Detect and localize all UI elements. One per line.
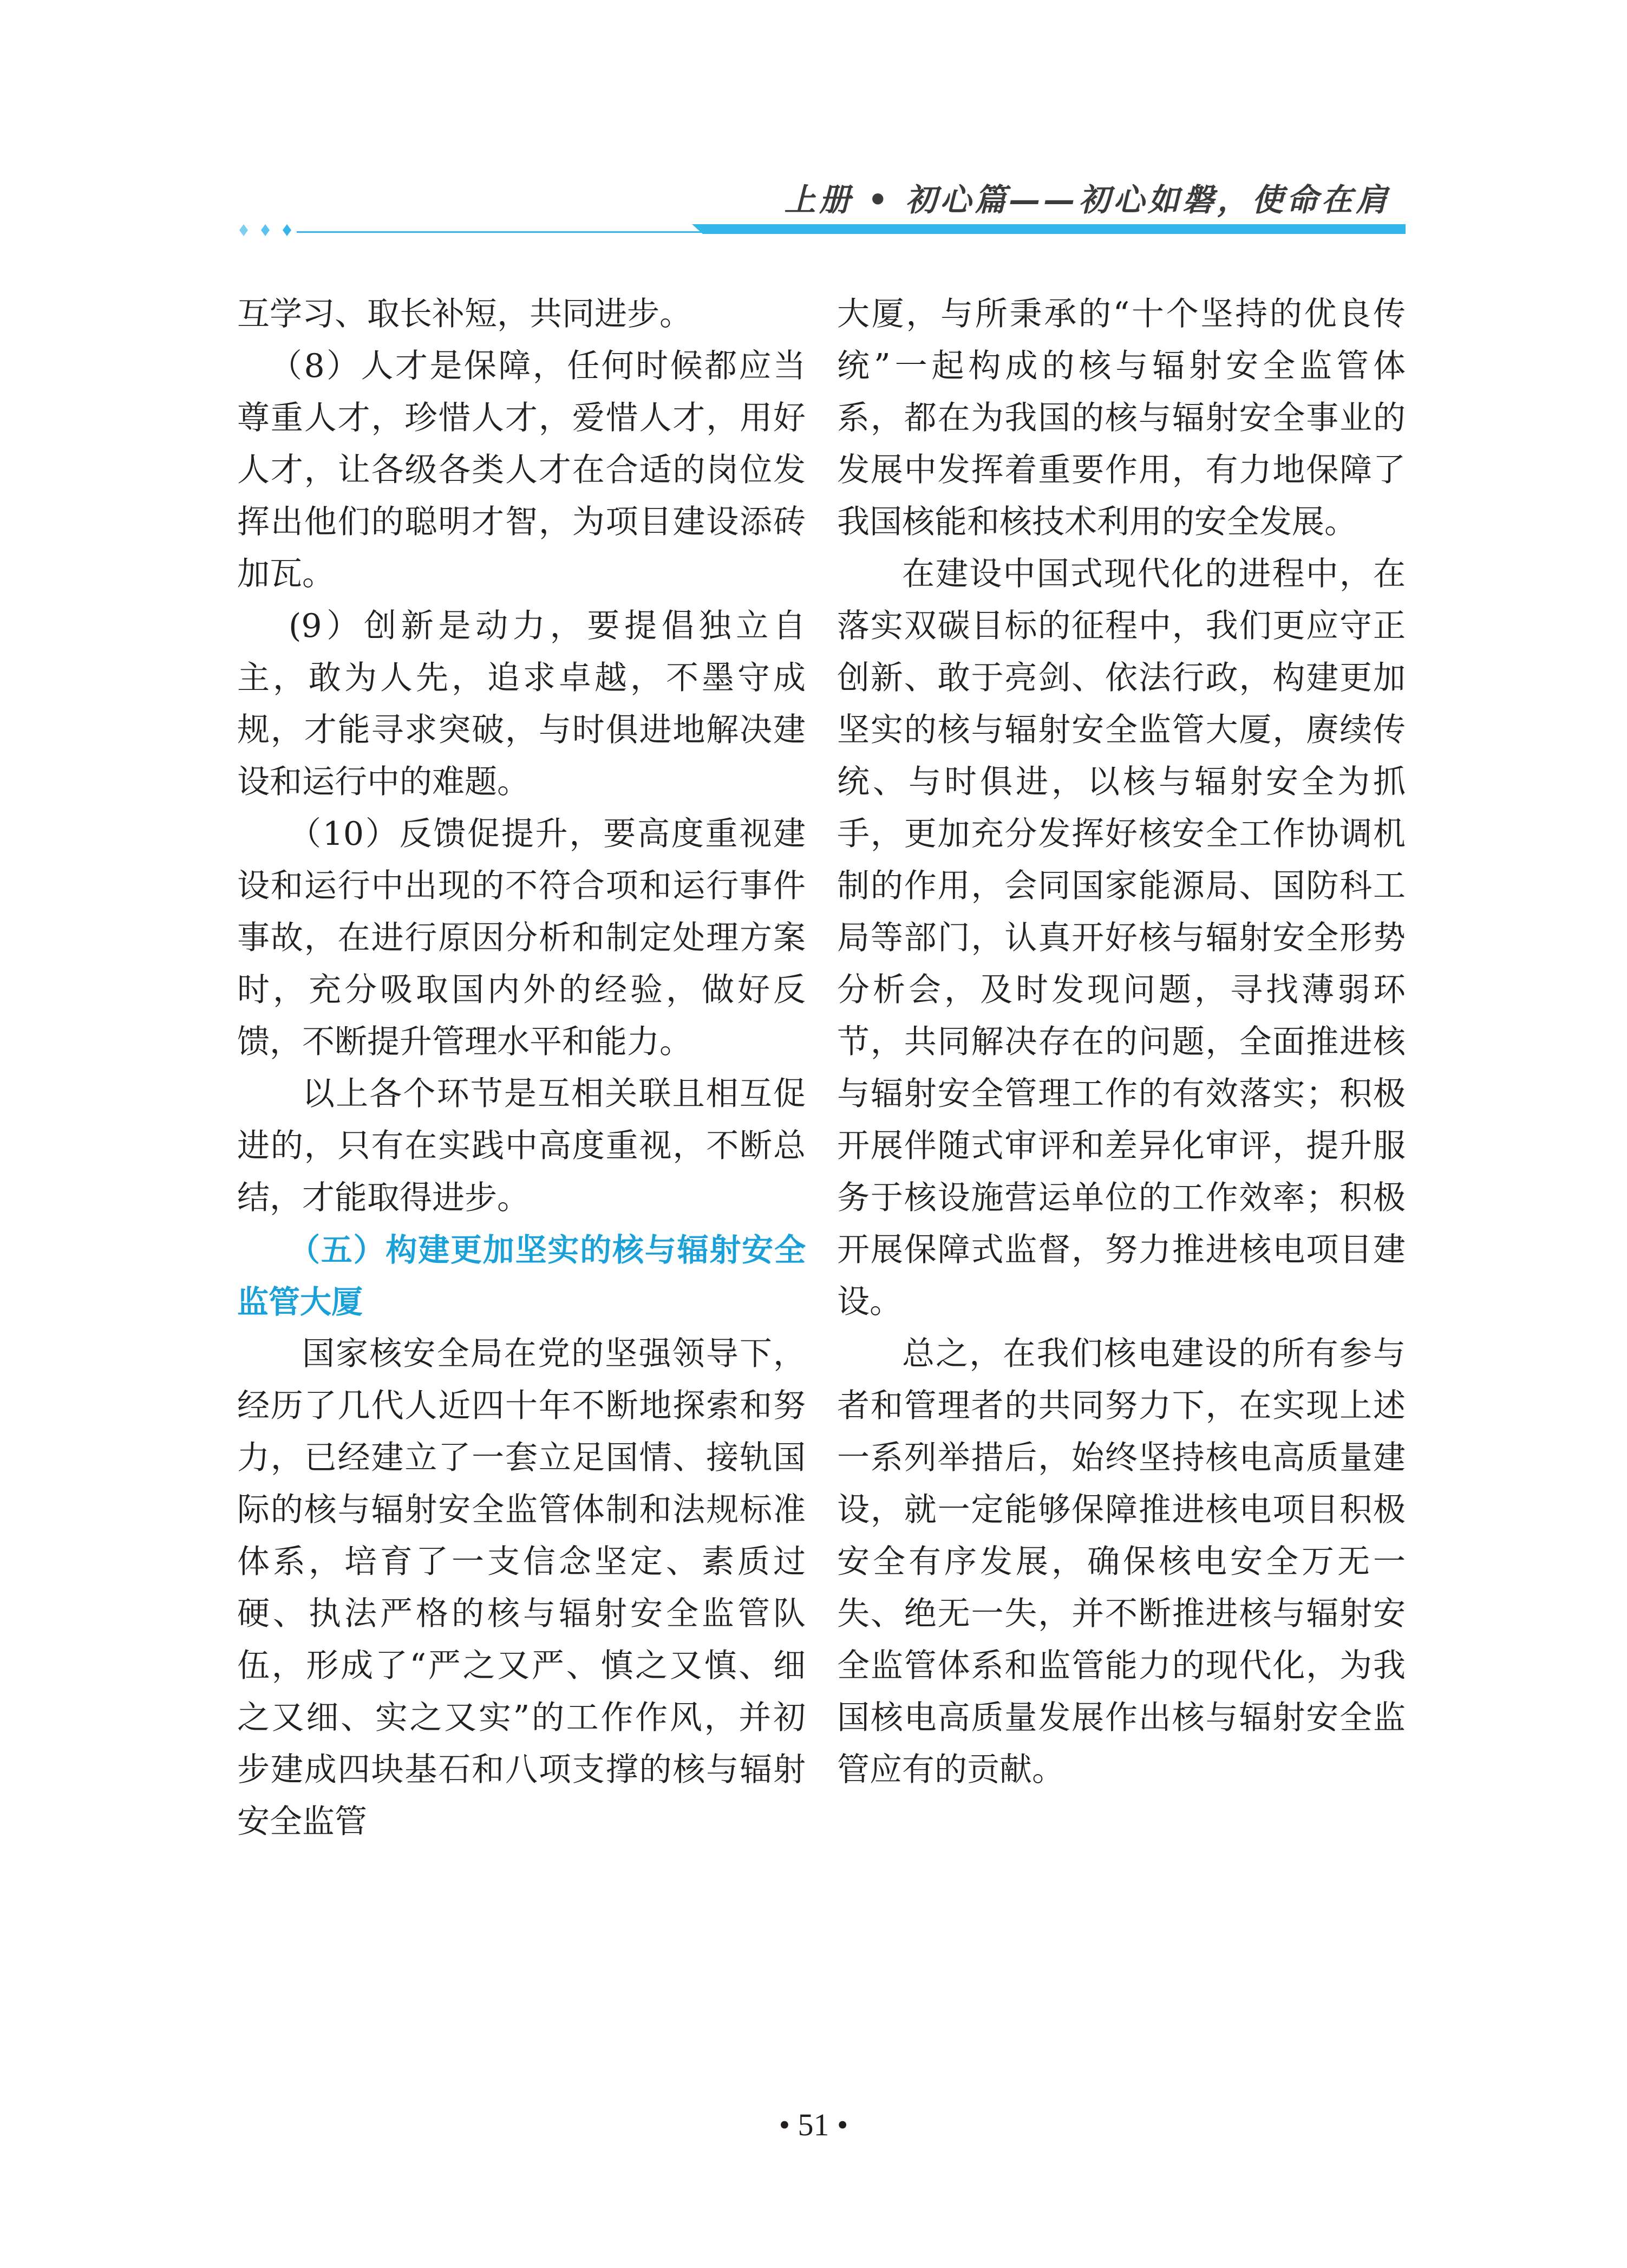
paragraph: （10）反馈促提升，要高度重视建设和运行中出现的不符合项和运行事件事故，在进行原因分析和制定处理方案时，充分吸取国内外的经验，做好反馈，不断提升管理水平和能力。 (237, 815, 806, 1061)
diamond-icon (239, 224, 248, 236)
paragraph: 国家核安全局在党的坚强领导下，经历了几代人近四十年不断地探索和努力，已经建立了一套立足国情、接轨国际的核与辐射安全监管体制和法规标准体系，培育了一支信念坚定、素质过硬、执法严格的核与辐射安全监管队伍，形成了“严之又严、慎之又慎、细之又细、实之又实”的工作作风，并初步建成四块基石和八项支撑的核与辐射安全监管 (237, 1335, 806, 1841)
page-number: • 51 • (779, 2107, 848, 2142)
paragraph: （8）人才是保障，任何时候都应当尊重人才，珍惜人才，爱惜人才，用好人才，让各级各类人才在合适的岗位发挥出他们的聪明才智，为项目建设添砖加瓦。 (237, 347, 806, 593)
header-thick-bar (692, 224, 1406, 234)
diamond-icons (239, 224, 291, 236)
diamond-icon (283, 224, 291, 236)
diamond-icon (261, 224, 270, 236)
left-text-column (237, 288, 806, 1848)
paragraph: 以上各个环节是互相关联且相互促进的，只有在实践中高度重视，不断总结，才能取得进步。 (237, 1075, 806, 1217)
running-header-title: 上册 • 初心篇——初心如磐，使命在肩 (784, 181, 1390, 218)
paragraph: 总之，在我们核电建设的所有参与者和管理者的共同努力下，在实现上述一系列举措后，始终坚持核电高质量建设，就一定能够保障推进核电项目积极安全有序发展，确保核电安全万无一失、绝无一失，并不断推进核与辐射安全监管体系和监管能力的现代化，为我国核电高质量发展作出核与辐射安全监管应有的贡献。 (837, 1335, 1406, 1789)
paragraph: (9）创新是动力，要提倡独立自主，敢为人先，追求卓越，不墨守成规，才能寻求突破，与时俱进地解决建设和运行中的难题。 (237, 607, 806, 801)
paragraph: 在建设中国式现代化的进程中，在落实双碳目标的征程中，我们更应守正创新、敢于亮剑、依法行政，构建更加坚实的核与辐射安全监管大厦，赓续传统、与时俱进，以核与辐射安全为抓手，更加充分发挥好核安全工作协调机制的作用，会同国家能源局、国防科工局等部门，认真开好核与辐射安全形势分析会，及时发现问题，寻找薄弱环节，共同解决存在的问题，全面推进核与辐射安全管理工作的有效落实；积极开展伴随式审评和差异化审评，提升服务于核设施营运单位的工作效率；积极开展保障式监督，努力推进核电项目建设。 (837, 555, 1406, 1321)
paragraph: 大厦，与所秉承的“十个坚持的优良传统”一起构成的核与辐射安全监管体系，都在为我国的核与辐射安全事业的发展中发挥着重要作用，有力地保障了我国核能和核技术利用的安全发展。 (837, 295, 1406, 541)
header-decorative-rule (237, 222, 1406, 238)
paragraph: 互学习、取长补短，共同进步。 (237, 295, 692, 333)
right-text-column (837, 288, 1406, 1796)
section-heading: （五）构建更加坚实的核与辐射安全监管大厦 (237, 1231, 806, 1320)
